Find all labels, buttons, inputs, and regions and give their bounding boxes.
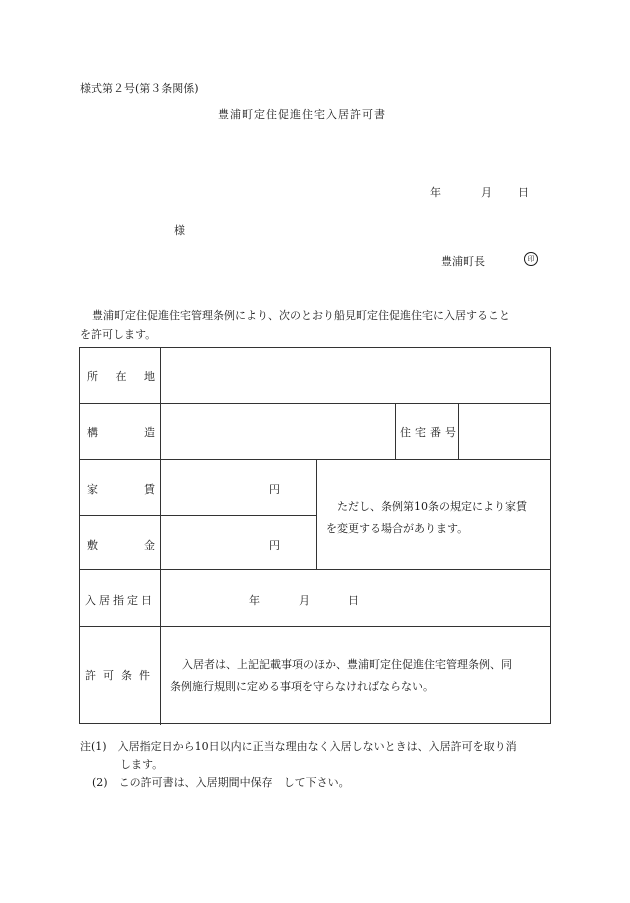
conditions-text xyxy=(170,654,512,698)
rent-note xyxy=(326,496,527,540)
conditions-label: 許可条件 xyxy=(85,669,157,682)
permission-statement xyxy=(80,306,552,344)
move-in-date-label: 入居指定日 xyxy=(85,594,155,607)
rent-label: 家 賃 xyxy=(87,483,155,496)
table-rule xyxy=(395,403,396,459)
table-rule xyxy=(80,459,550,460)
statement-line-2: を許可します。 xyxy=(80,328,157,341)
addressee: 様 xyxy=(174,224,185,237)
deposit-unit: 円 xyxy=(269,539,280,552)
seal-mark: 印 xyxy=(524,252,538,266)
rent-note-line-1: ただし、条例第10条の規定により家賃 xyxy=(337,500,527,513)
note-2: (2) この許可書は、入居期間中保存 して下さい。 xyxy=(92,776,350,789)
issue-date xyxy=(430,184,529,200)
table-rule xyxy=(160,348,161,725)
table-rule xyxy=(80,403,550,404)
conditions-line-1: 入居者は、上記記載事項のほか、豊浦町定住促進住宅管理条例、同 xyxy=(182,658,512,671)
rent-unit: 円 xyxy=(269,483,280,496)
document-title: 豊浦町定住促進住宅入居許可書 xyxy=(218,108,386,121)
table-rule xyxy=(80,626,550,627)
notes xyxy=(80,738,552,792)
date-month: 月 xyxy=(481,186,492,199)
form-reference: 様式第２号(第３条関係) xyxy=(80,82,199,95)
date-year: 年 xyxy=(430,186,441,199)
note-1: 注(1) 入居指定日から10日以内に正当な理由なく入居しないときは、入居許可を取り消 xyxy=(80,740,517,753)
issuer-name: 豊浦町長 xyxy=(441,255,485,268)
structure-label: 構 造 xyxy=(87,426,155,439)
move-in-date: 年 月 日 xyxy=(249,594,359,607)
table-rule xyxy=(80,515,316,516)
conditions-line-2: 条例施行規則に定める事項を守らなければならない。 xyxy=(170,680,434,693)
date-day: 日 xyxy=(518,186,529,199)
deposit-label: 敷 金 xyxy=(87,539,155,552)
permit-table xyxy=(79,347,551,724)
location-label: 所 在 地 xyxy=(87,370,155,383)
house-number-label: 住宅番号 xyxy=(400,426,460,439)
table-rule xyxy=(80,569,550,570)
note-1-continued: します。 xyxy=(120,758,164,771)
statement-line-1: 豊浦町定住促進住宅管理条例により、次のとおり船見町定住促進住宅に入居すること xyxy=(92,309,510,322)
table-rule xyxy=(316,459,317,569)
rent-note-line-2: を変更する場合があります。 xyxy=(326,522,469,535)
